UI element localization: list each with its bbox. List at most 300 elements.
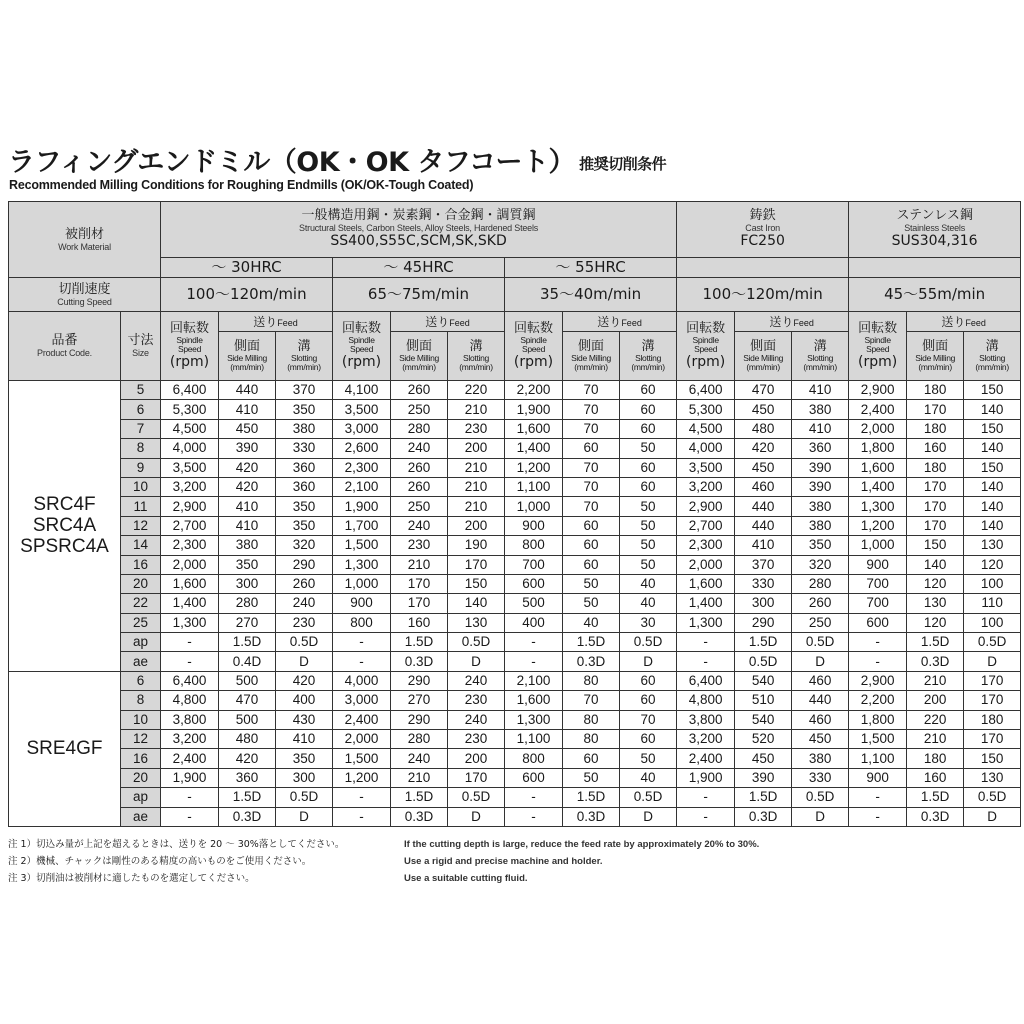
value-cell: 190 [448, 536, 505, 555]
value-cell: - [849, 652, 907, 671]
feed-en: Feed [793, 318, 814, 328]
spindle-speed-header-1 [161, 312, 219, 381]
value-cell: 40 [620, 594, 677, 613]
table-row [9, 671, 1021, 690]
value-cell: 1,300 [849, 497, 907, 516]
value-cell: 2,300 [333, 458, 391, 477]
value-cell: 60 [620, 730, 677, 749]
value-cell: 540 [735, 671, 792, 690]
value-cell: 400 [505, 613, 563, 632]
note-en-1: If the cutting depth is large, reduce the feed rate by approximately 20% to 30%. [404, 839, 760, 850]
product-code-cell [9, 671, 121, 826]
value-cell: 260 [391, 381, 448, 400]
value-cell: 60 [620, 458, 677, 477]
size-cell: 20 [121, 574, 161, 593]
value-cell: 0.3D [563, 652, 620, 671]
spindle-unit: (rpm) [513, 353, 554, 370]
side-unit: (mm/min) [574, 362, 608, 372]
value-cell: 380 [219, 536, 276, 555]
value-cell: 60 [620, 400, 677, 419]
value-cell: 80 [563, 710, 620, 729]
value-cell: 460 [792, 671, 849, 690]
value-cell: 2,000 [333, 730, 391, 749]
value-cell: 540 [735, 710, 792, 729]
value-cell: 240 [391, 516, 448, 535]
value-cell: - [333, 807, 391, 826]
slot-unit: (mm/min) [459, 362, 493, 372]
feed-jp: 送り [253, 315, 278, 329]
milling-conditions-table [8, 201, 1021, 827]
value-cell: 600 [849, 613, 907, 632]
value-cell: 320 [276, 536, 333, 555]
value-cell: 300 [735, 594, 792, 613]
value-cell: 70 [563, 458, 620, 477]
value-cell: 0.5D [448, 633, 505, 652]
value-cell: 240 [391, 439, 448, 458]
spindle-en-1: Spindle [176, 334, 203, 345]
value-cell: 50 [563, 574, 620, 593]
value-cell: 350 [276, 749, 333, 768]
value-cell: - [333, 652, 391, 671]
stainless-blank [849, 258, 1021, 278]
value-cell: 230 [448, 730, 505, 749]
slot-header-4 [792, 332, 849, 381]
value-cell: 1,200 [333, 768, 391, 787]
value-cell: 210 [907, 671, 964, 690]
value-cell: 380 [792, 497, 849, 516]
notes-english [404, 836, 759, 887]
feed-en: Feed [621, 318, 642, 328]
value-cell: 280 [792, 574, 849, 593]
side-unit: (mm/min) [746, 362, 780, 372]
spindle-jp: 回転数 [169, 320, 209, 336]
value-cell: 150 [907, 536, 964, 555]
size-cell: ae [121, 807, 161, 826]
side-header-5 [907, 332, 964, 381]
value-cell: - [161, 652, 219, 671]
product-code: SRC4F [33, 494, 96, 516]
value-cell: 0.5D [276, 633, 333, 652]
value-cell: 250 [391, 497, 448, 516]
value-cell: 2,400 [849, 400, 907, 419]
value-cell: 3,200 [161, 730, 219, 749]
table-row [9, 768, 1021, 787]
slot-unit: (mm/min) [975, 362, 1009, 372]
value-cell: 160 [907, 439, 964, 458]
size-header: 寸法 Size [121, 312, 161, 381]
value-cell: 800 [333, 613, 391, 632]
side-header-2 [391, 332, 448, 381]
product-code-header: 品番 Product Code. [9, 312, 121, 381]
value-cell: 410 [792, 419, 849, 438]
feed-header-4 [735, 312, 849, 332]
value-cell: 130 [964, 536, 1021, 555]
value-cell: - [677, 788, 735, 807]
side-jp: 側面 [577, 339, 604, 354]
table-row [9, 458, 1021, 477]
value-cell: 2,900 [849, 671, 907, 690]
value-cell: 70 [563, 381, 620, 400]
slot-jp: 溝 [641, 339, 655, 354]
value-cell: 220 [448, 381, 505, 400]
value-cell: 200 [448, 749, 505, 768]
value-cell: 2,200 [505, 381, 563, 400]
table-row [9, 516, 1021, 535]
value-cell: 1.5D [219, 633, 276, 652]
value-cell: 460 [792, 710, 849, 729]
value-cell: 40 [620, 768, 677, 787]
value-cell: 60 [563, 749, 620, 768]
slot-jp: 溝 [813, 339, 827, 354]
table-row [9, 555, 1021, 574]
hardness-55: ～ 55HRC [505, 258, 677, 278]
value-cell: 430 [276, 710, 333, 729]
value-cell: 4,000 [333, 671, 391, 690]
value-cell: 100 [964, 613, 1021, 632]
table-row [9, 652, 1021, 671]
value-cell: 500 [219, 710, 276, 729]
speed-5: 45～55m/min [849, 278, 1021, 312]
value-cell: 1,800 [849, 710, 907, 729]
value-cell: 180 [907, 419, 964, 438]
value-cell: 290 [276, 555, 333, 574]
value-cell: 50 [620, 536, 677, 555]
feed-en: Feed [449, 318, 470, 328]
spindle-speed-header-5 [849, 312, 907, 381]
value-cell: 2,900 [849, 381, 907, 400]
size-cell: 25 [121, 613, 161, 632]
work-material-header: 被削材 Work Material [9, 202, 161, 278]
value-cell: 70 [563, 400, 620, 419]
value-cell: - [333, 788, 391, 807]
value-cell: 1,600 [161, 574, 219, 593]
value-cell: 250 [391, 400, 448, 419]
value-cell: 50 [620, 749, 677, 768]
value-cell: 180 [907, 749, 964, 768]
value-cell: 450 [735, 749, 792, 768]
value-cell: 1,500 [333, 536, 391, 555]
table-row [9, 381, 1021, 400]
value-cell: 1,500 [333, 749, 391, 768]
speed-2: 65～75m/min [333, 278, 505, 312]
value-cell: 1.5D [563, 633, 620, 652]
value-cell: 210 [907, 730, 964, 749]
value-cell: 3,800 [677, 710, 735, 729]
value-cell: 4,500 [161, 419, 219, 438]
value-cell: 3,500 [161, 458, 219, 477]
value-cell: 2,300 [161, 536, 219, 555]
side-en: Side Milling [399, 353, 439, 363]
spindle-en-1: Spindle [348, 334, 375, 345]
value-cell: 1.5D [735, 633, 792, 652]
value-cell: 600 [505, 574, 563, 593]
value-cell: 220 [907, 710, 964, 729]
value-cell: 60 [620, 691, 677, 710]
feed-header-3 [563, 312, 677, 332]
feed-en: Feed [965, 318, 986, 328]
table-row [9, 710, 1021, 729]
value-cell: 2,700 [161, 516, 219, 535]
speed-1: 100～120m/min [161, 278, 333, 312]
value-cell: 40 [563, 613, 620, 632]
value-cell: 240 [448, 671, 505, 690]
value-cell: 330 [792, 768, 849, 787]
value-cell: 410 [219, 516, 276, 535]
spindle-en-2: Speed [349, 343, 374, 354]
table-row [9, 439, 1021, 458]
value-cell: 0.5D [620, 788, 677, 807]
value-cell: 230 [276, 613, 333, 632]
value-cell: 4,500 [677, 419, 735, 438]
value-cell: 130 [964, 768, 1021, 787]
feed-header-1 [219, 312, 333, 332]
value-cell: 210 [448, 458, 505, 477]
value-cell: 1,800 [849, 439, 907, 458]
value-cell: 1,900 [505, 400, 563, 419]
value-cell: - [849, 807, 907, 826]
value-cell: 1,900 [333, 497, 391, 516]
slot-unit: (mm/min) [803, 362, 837, 372]
slot-en: Slotting [463, 353, 489, 363]
value-cell: 360 [276, 477, 333, 496]
table-row [9, 574, 1021, 593]
page-title-suffix: 推奨切削条件 [579, 155, 667, 173]
value-cell: D [276, 652, 333, 671]
size-cell: 7 [121, 419, 161, 438]
value-cell: 480 [219, 730, 276, 749]
cutting-speed-header: 切削速度 Cutting Speed [9, 278, 161, 312]
value-cell: 3,500 [677, 458, 735, 477]
value-cell: 420 [219, 458, 276, 477]
product-code: SRC4A [32, 515, 97, 537]
value-cell: 140 [964, 497, 1021, 516]
value-cell: 290 [391, 710, 448, 729]
value-cell: 370 [735, 555, 792, 574]
value-cell: 170 [448, 768, 505, 787]
value-cell: 3,000 [333, 691, 391, 710]
value-cell: 520 [735, 730, 792, 749]
value-cell: 200 [907, 691, 964, 710]
table-row [9, 613, 1021, 632]
product-code-cell [9, 381, 121, 672]
value-cell: 350 [792, 536, 849, 555]
value-cell: 270 [219, 613, 276, 632]
slot-header-3 [620, 332, 677, 381]
size-cell: 8 [121, 439, 161, 458]
value-cell: 380 [792, 516, 849, 535]
page-subtitle: Recommended Milling Conditions for Roughing Endmills (OK/OK-Tough Coated) [9, 178, 474, 192]
value-cell: 0.5D [620, 633, 677, 652]
table-row [9, 477, 1021, 496]
value-cell: 300 [276, 768, 333, 787]
value-cell: 210 [391, 768, 448, 787]
value-cell: 240 [391, 749, 448, 768]
value-cell: 900 [849, 768, 907, 787]
value-cell: 0.3D [391, 652, 448, 671]
size-cell: 12 [121, 730, 161, 749]
cast-iron-header: 鋳鉄 Cast Iron FC250 [677, 202, 849, 258]
value-cell: 280 [391, 730, 448, 749]
value-cell: 1,500 [849, 730, 907, 749]
size-cell: 20 [121, 768, 161, 787]
value-cell: 230 [391, 536, 448, 555]
value-cell: 1.5D [391, 788, 448, 807]
size-cell: 14 [121, 536, 161, 555]
value-cell: 0.3D [563, 807, 620, 826]
product-code: SPSRC4A [20, 536, 109, 558]
value-cell: 2,400 [677, 749, 735, 768]
value-cell: 360 [219, 768, 276, 787]
value-cell: 70 [563, 477, 620, 496]
value-cell: 440 [735, 497, 792, 516]
value-cell: 60 [563, 516, 620, 535]
spindle-en-1: Spindle [520, 334, 547, 345]
table-row [9, 749, 1021, 768]
value-cell: - [333, 633, 391, 652]
value-cell: 130 [907, 594, 964, 613]
spindle-jp: 回転数 [858, 320, 898, 336]
table-row [9, 807, 1021, 826]
feed-jp: 送り [769, 315, 794, 329]
steels-header: 一般構造用鋼・炭素鋼・合金鋼・調質鋼 Structural Steels, Carbon Steels, Alloy Steels, Hardened Steels SS400,S55C,SCM,SK,SKD [161, 202, 677, 258]
value-cell: 3,200 [677, 730, 735, 749]
size-cell: 16 [121, 555, 161, 574]
value-cell: 300 [219, 574, 276, 593]
value-cell: 2,400 [161, 749, 219, 768]
side-jp: 側面 [233, 339, 260, 354]
value-cell: 4,100 [333, 381, 391, 400]
value-cell: 1,300 [333, 555, 391, 574]
value-cell: 1.5D [563, 788, 620, 807]
value-cell: 200 [448, 439, 505, 458]
value-cell: 0.3D [907, 807, 964, 826]
spindle-en-1: Spindle [692, 334, 719, 345]
value-cell: 470 [735, 381, 792, 400]
value-cell: 2,000 [677, 555, 735, 574]
value-cell: 60 [563, 536, 620, 555]
value-cell: 420 [276, 671, 333, 690]
value-cell: 210 [448, 477, 505, 496]
value-cell: 80 [563, 671, 620, 690]
feed-jp: 送り [941, 315, 966, 329]
value-cell: 100 [964, 574, 1021, 593]
value-cell: 1,900 [161, 768, 219, 787]
slot-jp: 溝 [297, 339, 311, 354]
value-cell: 5,300 [161, 400, 219, 419]
value-cell: 450 [735, 458, 792, 477]
value-cell: 210 [391, 555, 448, 574]
value-cell: 60 [620, 671, 677, 690]
value-cell: 1,300 [161, 613, 219, 632]
feed-jp: 送り [425, 315, 450, 329]
value-cell: 1,400 [849, 477, 907, 496]
value-cell: 0.4D [219, 652, 276, 671]
table-row [9, 730, 1021, 749]
value-cell: 60 [620, 477, 677, 496]
stainless-header: ステンレス鋼 Stainless Steels SUS304,316 [849, 202, 1021, 258]
value-cell: 390 [219, 439, 276, 458]
value-cell: 420 [735, 439, 792, 458]
value-cell: 420 [219, 749, 276, 768]
value-cell: - [677, 633, 735, 652]
value-cell: 410 [735, 536, 792, 555]
value-cell: 900 [505, 516, 563, 535]
value-cell: 0.3D [907, 652, 964, 671]
value-cell: 280 [391, 419, 448, 438]
value-cell: 3,200 [677, 477, 735, 496]
value-cell: 390 [792, 477, 849, 496]
spindle-en-2: Speed [866, 343, 890, 354]
value-cell: 60 [563, 555, 620, 574]
value-cell: 410 [792, 381, 849, 400]
value-cell: 0.5D [792, 633, 849, 652]
size-cell: 5 [121, 381, 161, 400]
value-cell: 60 [620, 381, 677, 400]
value-cell: 1,400 [505, 439, 563, 458]
value-cell: 360 [792, 439, 849, 458]
value-cell: 180 [907, 458, 964, 477]
value-cell: 170 [907, 400, 964, 419]
value-cell: 1,200 [505, 458, 563, 477]
value-cell: 240 [448, 710, 505, 729]
value-cell: 1.5D [907, 788, 964, 807]
value-cell: 4,000 [677, 439, 735, 458]
value-cell: 4,800 [677, 691, 735, 710]
value-cell: 170 [907, 516, 964, 535]
value-cell: 700 [849, 594, 907, 613]
value-cell: 260 [792, 594, 849, 613]
value-cell: 1,100 [505, 477, 563, 496]
value-cell: 170 [907, 497, 964, 516]
value-cell: 450 [792, 730, 849, 749]
value-cell: 260 [391, 477, 448, 496]
value-cell: 3,200 [161, 477, 219, 496]
value-cell: 6,400 [161, 381, 219, 400]
side-jp: 側面 [750, 339, 777, 354]
value-cell: 900 [849, 555, 907, 574]
value-cell: 1,600 [505, 691, 563, 710]
table-row [9, 497, 1021, 516]
value-cell: 120 [964, 555, 1021, 574]
value-cell: 70 [620, 710, 677, 729]
value-cell: 2,300 [677, 536, 735, 555]
value-cell: - [161, 807, 219, 826]
value-cell: 1,000 [333, 574, 391, 593]
value-cell: - [505, 807, 563, 826]
value-cell: 270 [391, 691, 448, 710]
value-cell: 0.3D [391, 807, 448, 826]
value-cell: D [964, 652, 1021, 671]
value-cell: 290 [735, 613, 792, 632]
value-cell: 60 [620, 419, 677, 438]
value-cell: 800 [505, 536, 563, 555]
table-row [9, 788, 1021, 807]
spindle-unit: (rpm) [169, 353, 210, 370]
slot-en: Slotting [291, 353, 317, 363]
value-cell: 170 [964, 691, 1021, 710]
spindle-en-2: Speed [694, 343, 718, 354]
value-cell: 40 [620, 574, 677, 593]
value-cell: 180 [907, 381, 964, 400]
value-cell: 370 [276, 381, 333, 400]
value-cell: 170 [391, 574, 448, 593]
note-en-3: Use a suitable cutting fluid. [404, 873, 528, 884]
value-cell: 500 [219, 671, 276, 690]
value-cell: 150 [964, 749, 1021, 768]
value-cell: - [505, 788, 563, 807]
value-cell: 350 [276, 400, 333, 419]
size-cell: 9 [121, 458, 161, 477]
